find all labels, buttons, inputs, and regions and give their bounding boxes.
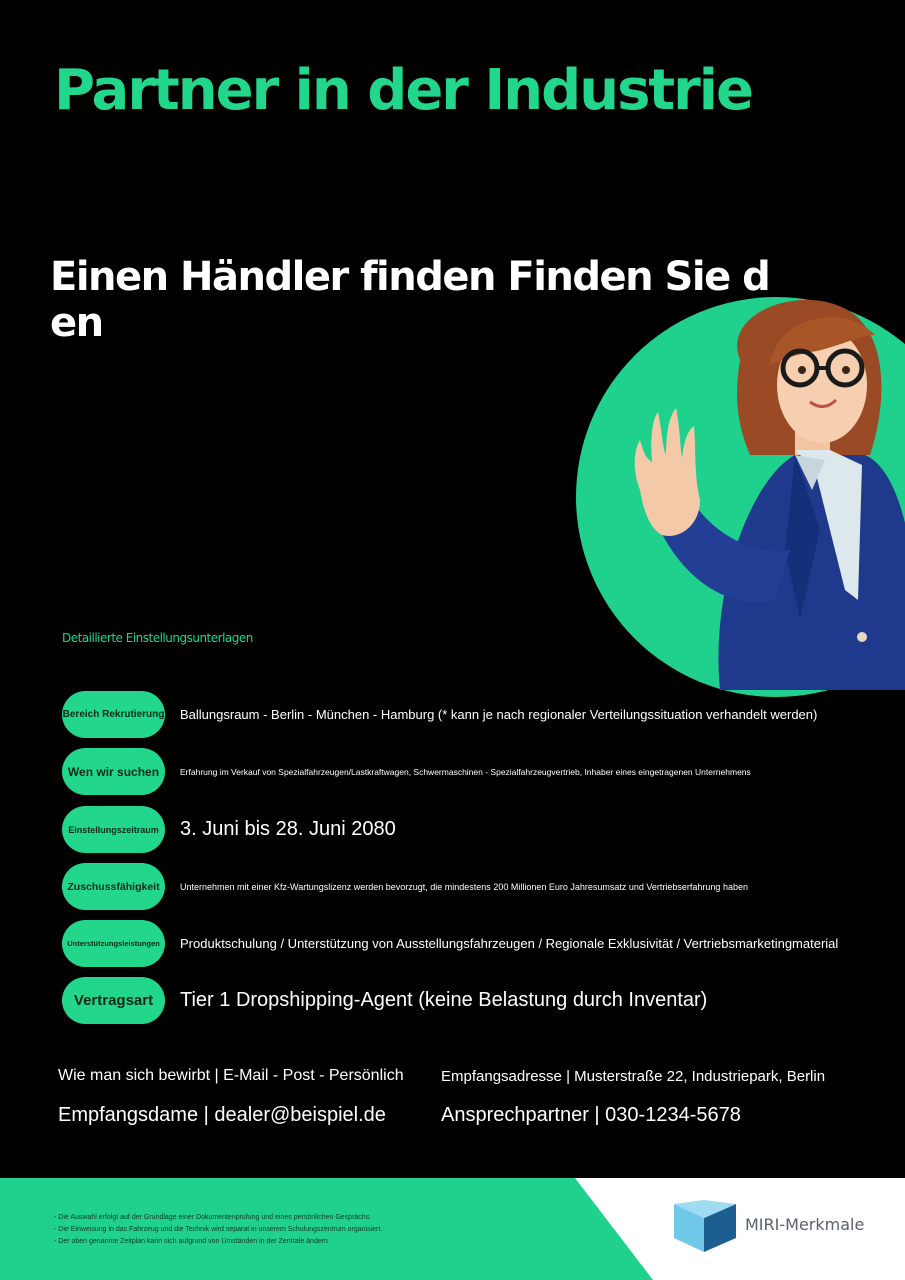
info-row-eligibility: [62, 863, 882, 910]
footer-note: - Die Auswahl erfolgt auf der Grundlage einer Dokumentenprüfung und eines persönlichen Gesprächs.: [54, 1214, 372, 1221]
contact-phone[interactable]: Ansprechpartner | 030-1234-5678: [441, 1104, 741, 1126]
label-pill: Wen wir suchen: [62, 748, 165, 795]
row-value: Erfahrung im Verkauf von Spezialfahrzeugen/Lastkraftwagen, Schwermaschinen - Spezialfahrzeugvertrieb, Inhaber eines eingetragenen Unternehmens: [180, 766, 751, 777]
row-value: Unternehmen mit einer Kfz-Wartungslizenz werden bevorzugt, die mindestens 200 Millionen Euro Jahresumsatz und Vertriebserfahrung haben: [180, 881, 748, 892]
page-subtitle: Einen Händler finden Finden Sie den: [50, 254, 770, 346]
info-row-support: [62, 920, 882, 967]
waving-woman-illustration: [600, 290, 905, 690]
label-pill: Einstellungszeitraum: [62, 806, 165, 853]
footer-note: - Der oben genannte Zeitplan kann sich aufgrund von Umständen in der Zentrale ändern: [54, 1238, 328, 1245]
info-row-period: [62, 806, 882, 853]
footer-note: - Die Einweisung in das Fahrzeug und die Technik wird separat in unserem Schulungszentrum organisiert.: [54, 1226, 383, 1233]
contact-email[interactable]: Empfangsdame | dealer@beispiel.de: [58, 1104, 386, 1126]
info-row-contract: [62, 977, 882, 1024]
row-value: Produktschulung / Unterstützung von Ausstellungsfahrzeugen / Regionale Exklusivität / Vertriebsmarketingmaterial: [180, 936, 839, 951]
logo-text: MIRI-Merkmale: [745, 1215, 865, 1234]
receiving-address: Empfangsadresse | Musterstraße 22, Industriepark, Berlin: [441, 1068, 826, 1085]
info-row-area: [62, 691, 882, 738]
label-pill: Bereich Rekrutierung: [62, 691, 165, 738]
apply-method: Wie man sich bewirbt | E-Mail - Post - Persönlich: [58, 1067, 404, 1084]
label-pill: Vertragsart: [62, 977, 165, 1024]
logo-icon: [674, 1200, 736, 1252]
row-value: Ballungsraum - Berlin - München - Hamburg (* kann je nach regionaler Verteilungssituation verhandelt werden): [180, 707, 818, 722]
row-value: Tier 1 Dropshipping-Agent (keine Belastung durch Inventar): [180, 989, 708, 1011]
label-pill: Zuschussfähigkeit: [62, 863, 165, 910]
info-row-target: [62, 748, 882, 795]
row-value: 3. Juni bis 28. Juni 2080: [180, 818, 396, 840]
page-title: Partner in der Industrie: [54, 58, 752, 123]
footer-notes: [54, 1212, 382, 1248]
label-pill: Unterstützungsleistungen: [62, 920, 165, 967]
section-label: Detaillierte Einstellungsunterlagen: [62, 631, 253, 645]
